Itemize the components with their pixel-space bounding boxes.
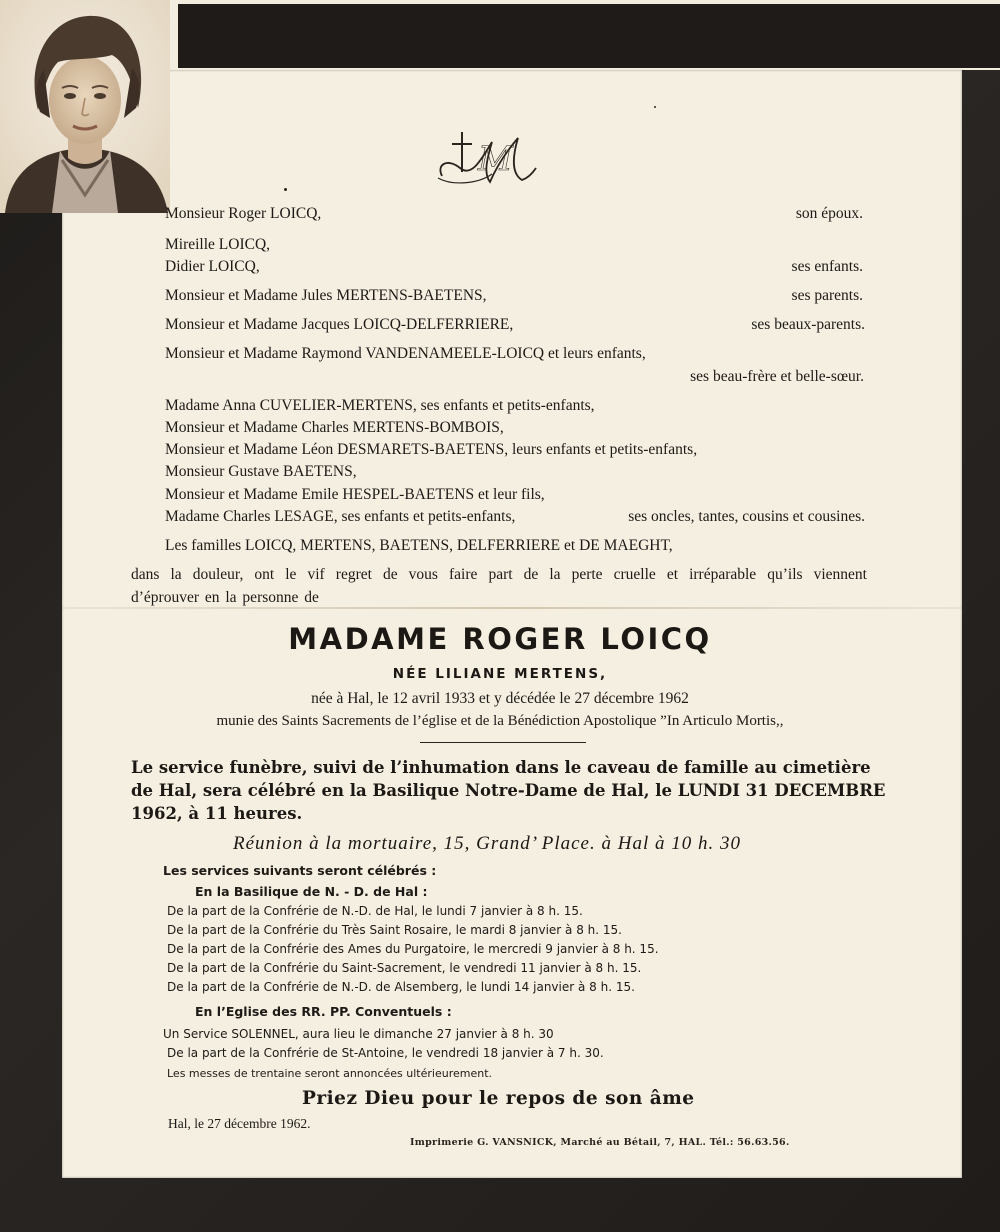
family-line: Monsieur Roger LOICQ, [165,205,322,222]
family-role: ses enfants. [791,258,863,275]
family-line: Monsieur et Madame Léon DESMARETS-BAETENS, leurs enfants et petits-enfants, [165,441,698,458]
service-item: De la part de la Confrérie du Très Saint Rosaire, le mardi 8 janvier à 8 h. 15. [167,923,622,937]
family-role: ses oncles, tantes, cousins et cousines. [628,508,865,525]
intro-line: d’éprouver en la personne de [131,589,319,606]
family-line: Monsieur et Madame Jacques LOICQ-DELFERRIERE, [165,316,514,333]
service-line: 1962, à 11 heures. [131,804,303,823]
family-line: Monsieur et Madame Charles MERTENS-BOMBOIS, [165,419,504,436]
family-line: Monsieur Gustave BAETENS, [165,463,357,480]
family-line: Monsieur et Madame Jules MERTENS-BAETENS, [165,287,487,304]
black-top-band [178,4,1000,68]
family-role: son époux. [795,205,863,222]
portrait-photo [0,0,170,213]
service-line: Le service funèbre, suivi de l’inhumation dans le caveau de famille au cimetière [131,758,871,777]
printer-imprint: Imprimerie G. VANSNICK, Marché au Bétail, 7, HAL. Tél.: 56.63.56. [410,1137,790,1148]
family-role: ses beau-frère et belle-sœur. [690,368,864,385]
family-role: ses parents. [791,287,863,304]
deceased-name: MADAME ROGER LOICQ [288,622,712,656]
family-line: Mireille LOICQ, [165,236,271,253]
ink-speck [654,106,656,108]
family-line: Madame Anna CUVELIER-MERTENS, ses enfants et petits-enfants, [165,397,595,414]
service-item: De la part de la Confrérie de N.-D. de Hal, le lundi 7 janvier à 8 h. 15. [167,904,583,918]
family-line: Monsieur et Madame Raymond VANDENAMEELE-LOICQ et leurs enfants, [165,345,646,362]
divider-rule [420,742,586,743]
paper-fold-line [62,607,962,609]
funeral-service-paragraph [131,756,886,825]
service-item: De la part de la Confrérie de St-Antoine, le vendredi 18 janvier à 7 h. 30. [167,1046,604,1060]
family-role: ses beaux-parents. [751,316,865,333]
intro-line: dans la douleur, ont le vif regret de vous faire part de la perte cruelle et irréparable qu’ils viennent [131,566,867,583]
monogram-letter: M [478,139,513,179]
services-heading: Les services suivants seront célébrés : [163,863,437,878]
birth-death-dates: née à Hal, le 12 avril 1933 et y décédée le 27 décembre 1962 [311,690,689,707]
family-line: Didier LOICQ, [165,258,260,275]
prayer-line: Priez Dieu pour le repos de son âme [302,1088,695,1109]
basilique-heading: En la Basilique de N. - D. de Hal : [195,884,428,899]
maiden-name: NÉE LILIANE MERTENS, [392,666,608,682]
sacraments-line: munie des Saints Sacrements de l’église et de la Bénédiction Apostolique ”In Articulo Mortis,, [216,713,784,729]
cross-monogram-icon [432,128,542,192]
service-item: De la part de la Confrérie du Saint-Sacrement, le vendredi 11 janvier à 8 h. 15. [167,961,642,975]
service-item: De la part de la Confrérie des Ames du Purgatoire, le mercredi 9 janvier à 8 h. 15. [167,942,659,956]
service-line: de Hal, sera célébré en la Basilique Notre-Dame de Hal, le LUNDI 31 DECEMBRE [131,781,886,800]
family-line: Les familles LOICQ, MERTENS, BAETENS, DELFERRIERE et DE MAEGHT, [165,537,673,554]
ink-speck [284,188,287,191]
reunion-line: Réunion à la mortuaire, 15, Grand’ Place. à Hal à 10 h. 30 [233,833,741,854]
family-line: Monsieur et Madame Emile HESPEL-BAETENS et leur fils, [165,486,545,503]
service-item: De la part de la Confrérie de N.-D. de Alsemberg, le lundi 14 janvier à 8 h. 15. [167,980,635,994]
family-line: Madame Charles LESAGE, ses enfants et petits-enfants, [165,508,516,525]
place-date: Hal, le 27 décembre 1962. [168,1116,311,1131]
trentaine-note: Les messes de trentaine seront annoncées ultérieurement. [167,1067,493,1080]
eglise-heading: En l’Eglise des RR. PP. Conventuels : [195,1004,452,1019]
service-item: Un Service SOLENNEL, aura lieu le dimanche 27 janvier à 8 h. 30 [163,1027,554,1041]
